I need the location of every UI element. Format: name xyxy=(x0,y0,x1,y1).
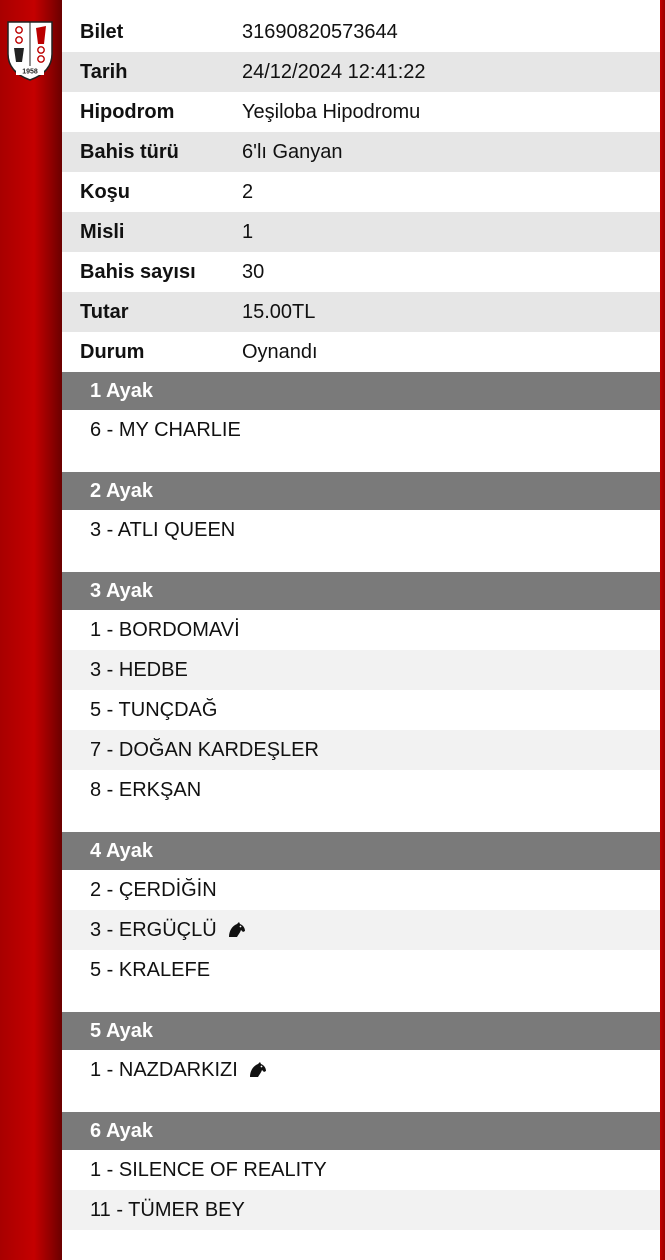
horse-head-icon xyxy=(227,921,247,939)
horse-row xyxy=(62,1190,660,1230)
leg-spacer xyxy=(62,550,660,572)
legs-list xyxy=(62,372,660,1252)
horse-name: 1 - SILENCE OF REALITY xyxy=(90,1158,327,1181)
left-brand-bar xyxy=(0,0,62,1260)
ticket-row xyxy=(62,252,660,292)
horse-row xyxy=(62,1050,660,1090)
horse-row xyxy=(62,690,660,730)
horse-row xyxy=(62,730,660,770)
horse-name: 5 - KRALEFE xyxy=(90,958,211,981)
horse-name: 1 - NAZDARKIZI xyxy=(90,1058,238,1081)
leg-spacer xyxy=(62,450,660,472)
leg-header: 4 Ayak xyxy=(62,832,660,870)
horse-row xyxy=(62,1150,660,1190)
horse-row xyxy=(62,410,660,450)
ticket-row xyxy=(62,332,660,372)
leg-header: 3 Ayak xyxy=(62,572,660,610)
horse-name: 7 - DOĞAN KARDEŞLER xyxy=(90,738,319,761)
ticket-row-label: Durum xyxy=(80,340,145,363)
ticket-row-label: Tutar xyxy=(80,300,129,323)
horse-row xyxy=(62,610,660,650)
leg-spacer xyxy=(62,1090,660,1112)
ticket-row-label: Hipodrom xyxy=(80,100,175,123)
ticket-row-value: 1 xyxy=(242,220,254,243)
horse-row xyxy=(62,510,660,550)
horse-name: 1 - BORDOMAVİ xyxy=(90,618,240,641)
leg-spacer xyxy=(62,990,660,1012)
horse-name: 3 - ATLI QUEEN xyxy=(90,518,236,541)
ticket-row-value: 31690820573644 xyxy=(242,20,398,43)
horse-name: 5 - TUNÇDAĞ xyxy=(90,698,218,721)
ticket-row-value: 30 xyxy=(242,260,265,283)
ticket-row-label: Bilet xyxy=(80,20,124,43)
ticket-row xyxy=(62,292,660,332)
horse-row xyxy=(62,870,660,910)
ticket-row xyxy=(62,52,660,92)
horse-row xyxy=(62,650,660,690)
ticket-detail xyxy=(62,0,660,1252)
ticket-row-value: 6'lı Ganyan xyxy=(242,140,343,163)
ticket-row xyxy=(62,0,660,52)
ticket-row xyxy=(62,212,660,252)
horse-name: 11 - TÜMER BEY xyxy=(90,1198,245,1221)
ticket-info-table xyxy=(62,0,660,372)
leg-spacer xyxy=(62,1230,660,1252)
leg-header: 2 Ayak xyxy=(62,472,660,510)
horse-head-icon xyxy=(248,1061,268,1079)
ticket-row-value: 24/12/2024 12:41:22 xyxy=(242,60,426,83)
horse-name: 8 - ERKŞAN xyxy=(90,778,202,801)
ticket-row xyxy=(62,92,660,132)
leg-header: 1 Ayak xyxy=(62,372,660,410)
leg-spacer xyxy=(62,810,660,832)
ticket-row-label: Koşu xyxy=(80,180,130,203)
ticket-row-label: Bahis sayısı xyxy=(80,260,196,283)
ticket-row xyxy=(62,172,660,212)
ticket-row-value: Oynandı xyxy=(242,340,318,363)
horse-name: 2 - ÇERDİĞİN xyxy=(90,878,217,901)
ticket-row-value: Yeşiloba Hipodromu xyxy=(242,100,421,123)
right-edge-bar xyxy=(660,0,665,1260)
horse-name: 6 - MY CHARLIE xyxy=(90,418,241,441)
leg-header: 5 Ayak xyxy=(62,1012,660,1050)
horse-row xyxy=(62,910,660,950)
horse-row xyxy=(62,950,660,990)
ticket-row-label: Tarih xyxy=(80,60,128,83)
ticket-row-value: 15.00TL xyxy=(242,300,316,323)
horse-row xyxy=(62,770,660,810)
ticket-row-value: 2 xyxy=(242,180,254,203)
horse-name: 3 - ERGÜÇLÜ xyxy=(90,918,217,941)
horse-name: 3 - HEDBE xyxy=(90,658,188,681)
ticket-row-label: Misli xyxy=(80,220,125,243)
leg-header: 6 Ayak xyxy=(62,1112,660,1150)
ticket-row xyxy=(62,132,660,172)
logo-year: 1958 xyxy=(22,68,38,76)
ticket-row-label: Bahis türü xyxy=(80,140,179,163)
club-logo-icon xyxy=(6,20,54,82)
